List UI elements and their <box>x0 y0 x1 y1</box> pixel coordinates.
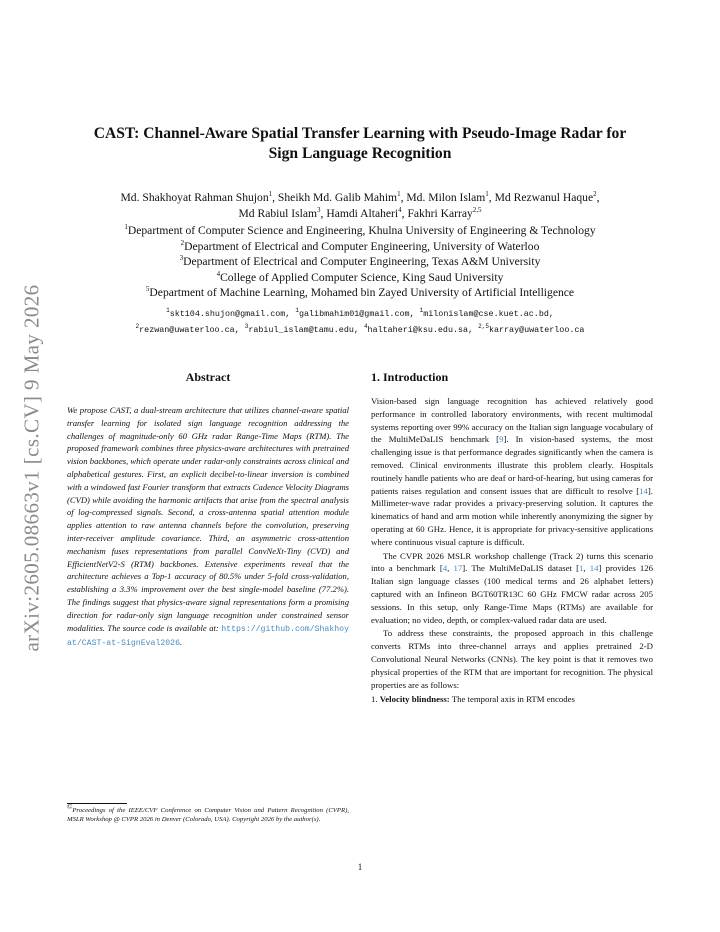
affiliation: $^2$Department of Electrical and Computer Engineering, University of Waterloo <box>180 238 540 253</box>
citation-link[interactable]: 14 <box>589 563 599 574</box>
affiliation: $^1$Department of Computer Science and Engineering, Khulna University of Engineering & Technology <box>124 223 596 237</box>
footnote: ©Proceedings of the IEEE/CVF Conference on Computer Vision and Pattern Recognition (CVPR), MSLR Workshop @ CVPR 2026 in Denver (Colorado, USA). Copyright 2026 by the author(s). <box>67 802 349 824</box>
author: Md. Shakhoyat Rahman Shujon$^1$ <box>120 190 273 204</box>
affiliation: $^5$Department of Machine Learning, Mohamed bin Zayed University of Artificial Intelligence <box>145 285 575 300</box>
footnote-rule <box>67 803 127 804</box>
email: $^{2,5}$karray@uwaterloo.ca <box>478 322 585 335</box>
paper-title <box>60 124 660 164</box>
citation-link[interactable]: 4 <box>442 563 448 574</box>
citation-link[interactable]: 14 <box>639 485 648 496</box>
source-code-link[interactable]: https://github.com/Shakhoyat/CAST-at-SignEval2026 <box>67 624 349 649</box>
email: $^2$rezwan@uwaterloo.ca, <box>135 322 240 335</box>
introduction-heading: 1. Introduction <box>371 370 449 384</box>
affiliation: $^4$College of Applied Computer Science, King Saud University <box>216 269 504 284</box>
author-list: Md. Shakhoyat Rahman Shujon$^1$, Sheikh Md. Galib Mahim$^1$, Md. Milon Islam$^1$, Md Rezwanul Haque$^2$, Md Rabiul Islam$^3$, Hamdi Altaheri$^4$, Fakhri Karray$^{2,5}$ <box>120 190 600 220</box>
affiliation-list <box>40 223 680 301</box>
citation-link[interactable]: 9 <box>499 434 504 445</box>
paragraph: The CVPR 2026 MSLR workshop challenge (Track 2) turns this scenario into a benchmark [4, 17]. The MultiMeDaLIS dataset [1, 14] provides 126 Italian sign language classes (100 medical terms and 26 alphabet letters) captured with an Infineon BGT60TR13C 60 GHz FMCW radar across 205 sessions. In this setup, only Range-Time Maps (RTMs) are available for evaluation; no video, depth, or complex-valued radar data are used. <box>371 550 653 625</box>
list-item: 1. Velocity blindness: The temporal axis in RTM encodes <box>371 694 575 705</box>
paragraph: Vision-based sign language recognition has achieved relatively good performance in controlled laboratory environments, with recent multimodal systems reporting over 99% accuracy on the Italian sign language vocabulary of the MultiMeDaLIS benchmark [9]. In vision-based systems, the most challenging issue is that performance degrades significantly when the camera is removed. Clinical environments illustrate this problem clearly. Hospitals routinely handle patients who are deaf or hard-of-hearing, but using cameras for patients raises regulation and consent issues that are difficult to resolve [14]. Millimeter-wave radar provides a privacy-preserving solution. It captures the kinematics of hand and arm motion while inherently anonymizing the signer by operating at 60 GHz. Hence, it is appropriate for privacy-sensitive applications where continuous visual capture is difficult. <box>371 396 653 547</box>
citation-link[interactable]: 1 <box>579 563 584 574</box>
introduction-body <box>371 395 653 706</box>
affiliation: $^3$Department of Electrical and Computer Engineering, Texas A&M University <box>179 254 541 269</box>
author: Fakhri Karray$^{2,5}$ <box>407 206 482 220</box>
abstract-heading: Abstract <box>185 370 231 384</box>
abstract-body: We propose CAST, a dual-stream architecture that utilizes channel-aware spatial transfer learning for isolated sign language recognition addressing the challenges of magnitude-only 60 GHz radar Range-Time Maps (RTM). The proposed framework combines three physics-aware architectures with pretrained vision backbones, which operate under radar-only constraints across clinical and alphabetical gestures. First, an explicit decibel-to-linear inversion is combined with a windowed fast Fourier transform that extracts Cadence Velocity Diagrams (CVD) while avoiding the harmonic artifacts that arise from the spectral analysis of log-compressed signals. Second, a cross-antenna spatial attention module applies attention to raw antenna channels before the convolution, preserving inter-receiver amplitude covariance. Third, an asymmetric cross-attention mechanism fuses representations from parallel ConvNeXt-Tiny (CVD) and EfficientNetV2-S (RTM) backbones. Extensive experiments reveal that the architecture achieves a Top-1 accuracy of 80.5% under 5-fold cross-validation, establishing a 3.3% improvement over the best single-model baseline (77.2%). The findings suggest that physics-aware signal representations form a promising direction for radar-only sign language recognition under constrained sensor modalities. The source code is available at: https://github.com/Shakhoyat/CAST-at-SignEval2026. <box>67 405 349 649</box>
author: Hamdi Altaheri$^4$ <box>326 206 402 220</box>
author: Sheikh Md. Galib Mahim$^1$ <box>277 190 401 204</box>
email: $^1$galibmahim01@gmail.com, <box>295 307 415 319</box>
author: Md Rabiul Islam$^3$ <box>238 206 321 220</box>
email: $^4$haltaheri@ksu.edu.sa, <box>363 322 474 335</box>
author: Md Rezwanul Haque$^2$ <box>494 190 597 204</box>
email-list <box>30 307 690 338</box>
email: $^3$rabiul_islam@tamu.edu, <box>244 322 359 335</box>
author: Md. Milon Islam$^1$ <box>406 190 489 204</box>
arxiv-stamp: arXiv:2605.08663v1 [cs.CV] 9 May 2026 <box>19 284 44 652</box>
citation-link[interactable]: 17 <box>453 563 463 574</box>
title-line-2: Sign Language Recognition <box>268 145 452 162</box>
page-number: 1 <box>357 862 363 872</box>
email: $^1$milonislam@cse.kuet.ac.bd, <box>419 307 554 319</box>
title-line-1: CAST: Channel-Aware Spatial Transfer Learning with Pseudo-Image Radar for <box>93 125 627 142</box>
paragraph: To address these constraints, the proposed approach in this challenge converts RTMs into three-channel arrays and applies pretrained 2-D Convolutional Neural Networks (CNNs). The key point is that it removes two physical properties of the RTM that are important for recognition. The physical properties are as follows: <box>371 628 653 690</box>
email: $^1$skt104.shujon@gmail.com, <box>166 307 291 319</box>
